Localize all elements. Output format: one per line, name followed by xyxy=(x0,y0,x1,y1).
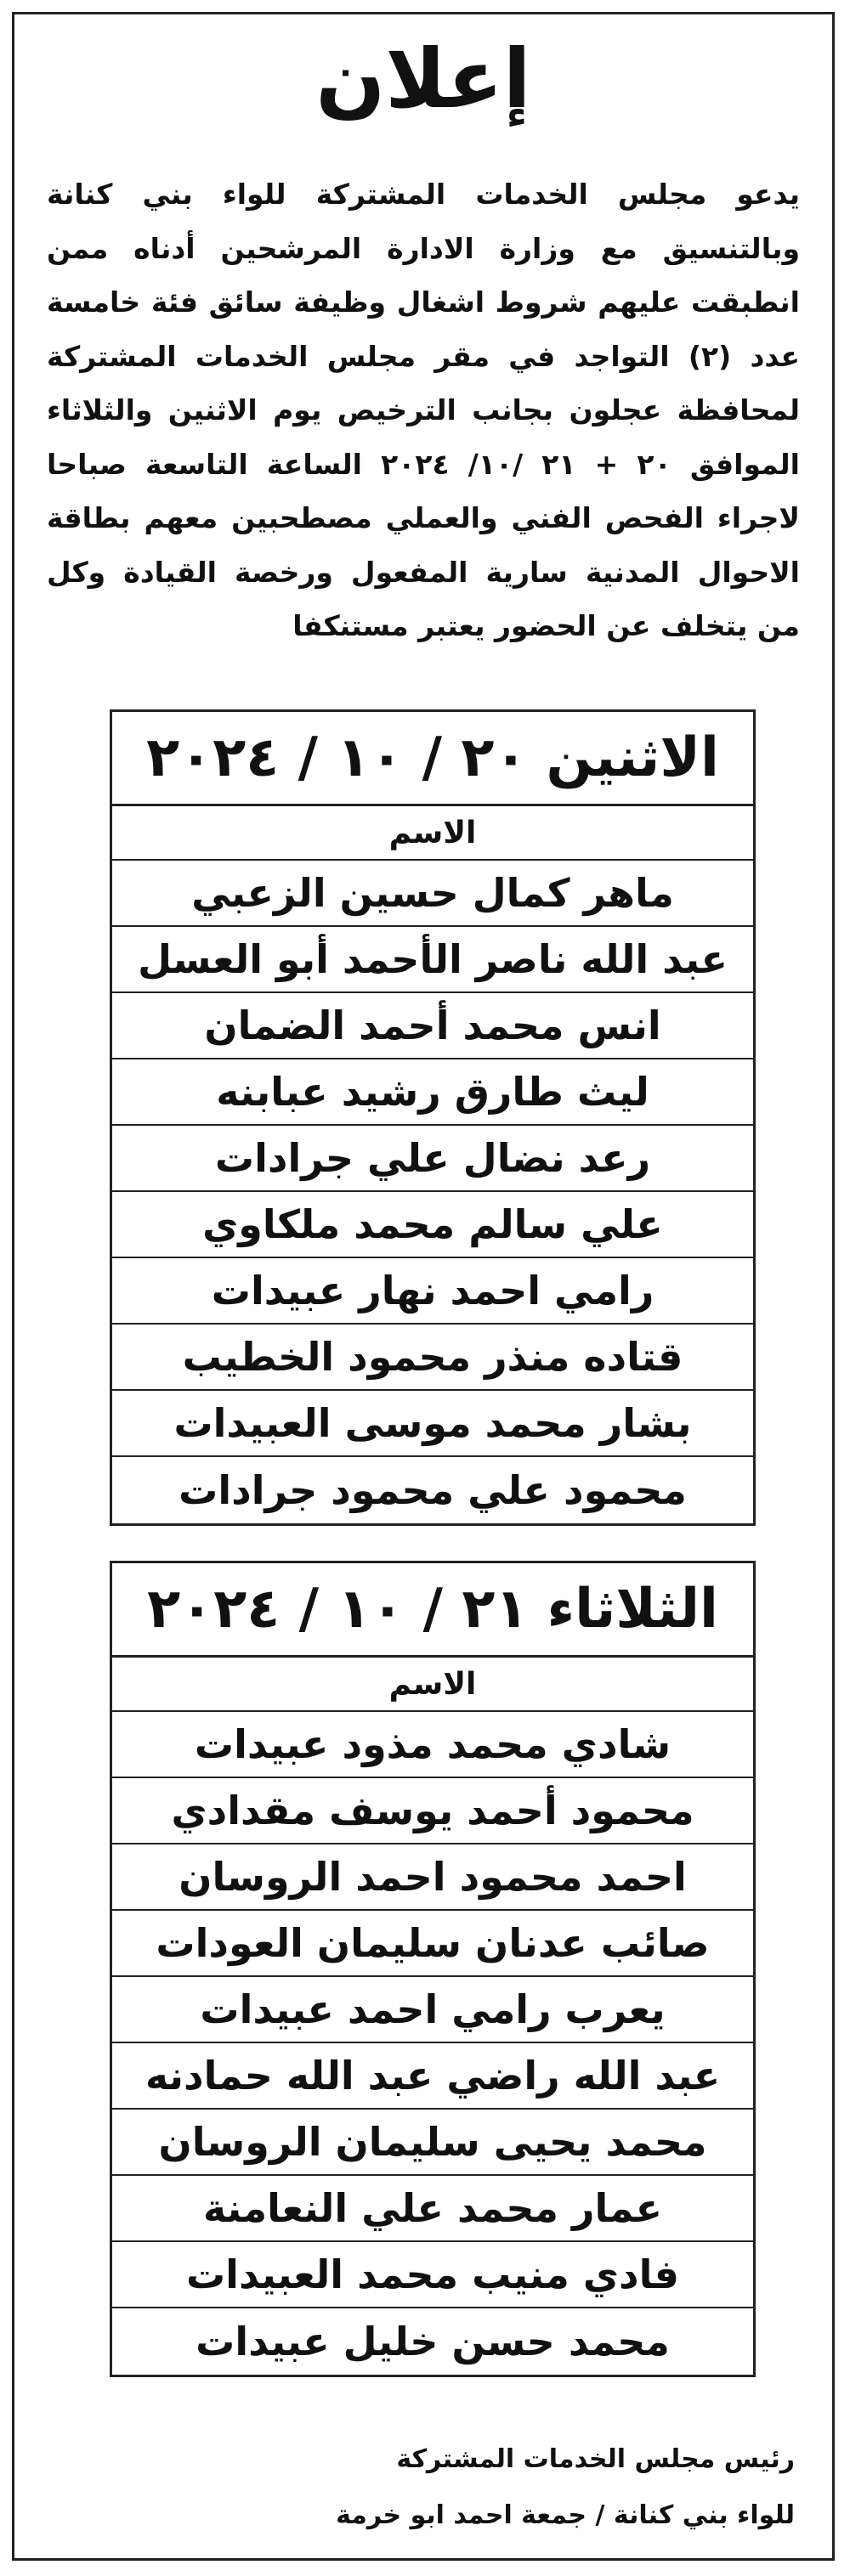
table-row: قتاده منذر محمود الخطيب xyxy=(112,1325,753,1391)
tuesday-table xyxy=(110,1561,756,2377)
table-row: عبد الله راضي عبد الله حمادنه xyxy=(112,2043,753,2110)
notice-frame xyxy=(12,12,835,2561)
table-row: علي سالم محمد ملكاوي xyxy=(112,1192,753,1258)
tuesday-date: ٢١ / ١٠ / ٢٠٢٤ xyxy=(147,1578,529,1641)
table-row: يعرب رامي احمد عبيدات xyxy=(112,1977,753,2043)
table-row: انس محمد أحمد الضمان xyxy=(112,993,753,1059)
table-row: محمد يحيى سليمان الروسان xyxy=(112,2110,753,2176)
monday-date: ٢٠ / ١٠ / ٢٠٢٤ xyxy=(146,726,528,789)
table-row: بشار محمد موسى العبيدات xyxy=(112,1391,753,1457)
table-row: ليث طارق رشيد عبابنه xyxy=(112,1059,753,1126)
monday-table-header xyxy=(112,712,753,806)
tuesday-day-label: الثلاثاء xyxy=(547,1578,718,1641)
monday-table xyxy=(110,709,756,1526)
table-row: عبد الله ناصر الأحمد أبو العسل xyxy=(112,927,753,993)
table-row: رامي احمد نهار عبيدات xyxy=(112,1258,753,1325)
table-row: محمد حسن خليل عبيدات xyxy=(196,2319,670,2364)
table-row: شادي محمد مذود عبيدات xyxy=(112,1712,753,1778)
notice-intro: يدعو مجلس الخدمات المشتركة للواء بني كنانة وبالتنسيق مع وزارة الادارة المرشحين أدناه ممن انطبقت عليهم شروط اشغال وظيفة سائق فئة خامسة عدد (٢) التواجد في مقر مجلس الخدمات المشتركة لمحافظة عجلون بجانب الترخيص يوم الاثنين والثلاثاء الموافق ٢٠ + ٢١ /١٠/ ٢٠٢٤ الساعة التاسعة صباحا لاجراء الفحص الفني والعملي مصطحبين معهم بطاقة الاحوال المدنية سارية المفعول ورخصة القيادة وكل من يتخلف عن الحضور يعتبر مستنكفا xyxy=(47,178,800,642)
signature-name: للواء بني كنانة / جمعة احمد ابو خرمة xyxy=(336,2500,795,2530)
table-row: صائب عدنان سليمان العودات xyxy=(112,1911,753,1977)
table-row: ماهر كمال حسين الزعبي xyxy=(112,861,753,927)
table-row: عمار محمد علي النعامنة xyxy=(112,2176,753,2242)
table-row: محمود علي محمود جرادات xyxy=(178,1467,687,1513)
signature-title: رئيس مجلس الخدمات المشتركة xyxy=(396,2444,795,2474)
monday-day-label: الاثنين xyxy=(546,726,719,789)
monday-column-header: الاسم xyxy=(112,806,753,861)
notice-title: إعلان xyxy=(315,31,531,127)
table-row: محمود أحمد يوسف مقدادي xyxy=(112,1778,753,1844)
table-row: احمد محمود احمد الروسان xyxy=(112,1844,753,1911)
table-row: فادي منيب محمد العبيدات xyxy=(112,2242,753,2308)
table-row: رعد نضال علي جرادات xyxy=(112,1126,753,1192)
tuesday-column-header: الاسم xyxy=(112,1658,753,1712)
tuesday-table-header xyxy=(112,1563,753,1658)
